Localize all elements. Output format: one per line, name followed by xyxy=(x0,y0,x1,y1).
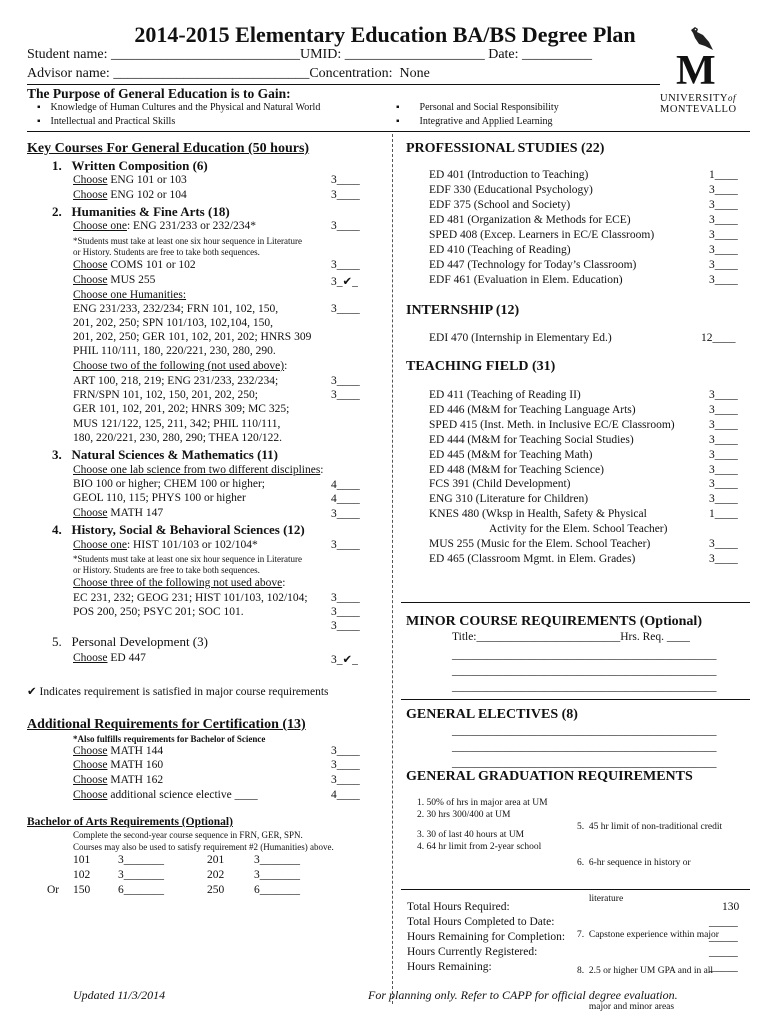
credit-field: 3____ xyxy=(709,274,738,286)
course-list-line: ENG 231/233, 232/234; FRN 101, 102, 150, xyxy=(73,303,279,315)
course-line: SPED 415 (Inst. Meth. in Inclusive EC/E Classroom) xyxy=(429,418,675,431)
credit-field: 3____ xyxy=(709,244,738,256)
blank-line: ______________________________________________ xyxy=(452,649,717,661)
ba-credit: 3_______ xyxy=(254,854,300,866)
course-list-line: GEOL 110, 115; PHYS 100 or higher xyxy=(73,492,246,504)
credit-field: 3____ xyxy=(709,259,738,271)
course-list-line: 180, 220/221, 230, 280, 290; THEA 120/122. xyxy=(73,432,283,444)
credit-field: 3____ xyxy=(331,759,360,771)
course-line: ED 448 (M&M for Teaching Science) xyxy=(429,463,604,476)
req-item: 7. Capstone experience within major xyxy=(577,930,719,940)
course-line: Activity for the Elem. School Teacher) xyxy=(489,523,668,536)
section-5-title: 5. Personal Development (3) xyxy=(52,634,208,649)
ba-course: 250 xyxy=(207,884,225,896)
graduation-reqs-left xyxy=(417,797,577,853)
course-line: Choose three of the following not used above: xyxy=(73,577,286,589)
electives-heading: GENERAL ELECTIVES (8) xyxy=(406,707,578,722)
credit-field: 3____ xyxy=(709,433,738,446)
graduation-heading: GENERAL GRADUATION REQUIREMENTS xyxy=(406,769,693,784)
ba-credit: 6_______ xyxy=(118,884,164,896)
credit-field: 3____ xyxy=(331,174,360,186)
credit-field: 3____ xyxy=(709,229,738,241)
credit-field: 4____ xyxy=(331,479,360,491)
total-value: 130 xyxy=(722,901,740,913)
page-title: 2014-2015 Elementary Education BA/BS Degree Plan xyxy=(134,22,636,47)
blank-line: ______________________________________________ xyxy=(452,665,717,677)
course-line: Choose MATH 147 xyxy=(73,507,164,519)
credit-field: 3____ xyxy=(709,199,738,211)
section-rule xyxy=(401,602,750,603)
total-value: _____ xyxy=(709,946,738,958)
purpose-item: ▪ Intellectual and Practical Skills xyxy=(37,116,176,127)
course-line: ED 446 (M&M for Teaching Language Arts) xyxy=(429,403,636,416)
credit-field: 3____ xyxy=(709,538,738,550)
minor-title-line: Title:_________________________Hrs. Req. ____ xyxy=(452,631,690,643)
course-line: MUS 255 (Music for the Elem. School Teacher) xyxy=(429,538,651,550)
course-list-line: MUS 121/122, 125, 211, 342; PHIL 110/111, xyxy=(73,418,281,430)
purpose-heading: The Purpose of General Education is to Gain: xyxy=(27,86,291,101)
req-item: 2. 30 hrs 300/400 at UM xyxy=(417,810,511,820)
ba-course: 102 xyxy=(73,869,91,881)
course-list-line: FRN/SPN 101, 102, 150, 201, 202, 250; xyxy=(73,389,258,401)
note-line: or History. Students are free to take both sequences. xyxy=(73,565,260,575)
course-line: ENG 310 (Literature for Children) xyxy=(429,493,589,506)
course-line: EDF 330 (Educational Psychology) xyxy=(429,184,593,196)
course-line: ED 447 (Technology for Today’s Classroom) xyxy=(429,259,637,271)
course-line: EDI 470 (Internship in Elementary Ed.) xyxy=(429,332,612,344)
course-line: ED 481 (Organization & Methods for ECE) xyxy=(429,214,631,226)
purpose-item: ▪ Knowledge of Human Cultures and the Physical and Natural World xyxy=(37,102,321,113)
credit-field: 3____ xyxy=(709,389,738,401)
course-list-line: PHIL 110/111, 180, 220/221, 230, 280, 290. xyxy=(73,345,276,357)
req-item: major and minor areas xyxy=(577,1002,675,1012)
university-name: UNIVERSITYof MONTEVALLO xyxy=(660,93,737,115)
note-line: Courses may also be used to satisfy requirement #2 (Humanities) above. xyxy=(73,842,334,852)
section-2-title: 2. Humanities & Fine Arts (18) xyxy=(52,204,230,219)
course-line: FCS 391 (Child Development) xyxy=(429,478,571,491)
student-info-line: Student name: ___________________________UMID: ____________________ Date: __________ xyxy=(27,47,593,62)
course-list-line: POS 200, 250; PSYC 201; SOC 101. xyxy=(73,606,244,618)
credit-field: 3____ xyxy=(331,774,360,786)
credit-field: 3____ xyxy=(709,448,738,461)
credit-field: 3____ xyxy=(331,508,360,520)
total-label: Hours Remaining: xyxy=(407,961,492,973)
course-line: Choose MATH 144 xyxy=(73,745,164,757)
course-line: Choose one Humanities: xyxy=(73,289,187,301)
credit-field: 3____ xyxy=(709,418,738,431)
total-label: Hours Currently Registered: xyxy=(407,946,538,958)
course-list-line: EC 231, 232; GEOG 231; HIST 101/103, 102/104; xyxy=(73,592,308,604)
req-item: 8. 2.5 or higher UM GPA and in all xyxy=(577,966,714,976)
section-1-title: 1. Written Composition (6) xyxy=(52,158,208,173)
ba-course: 150 xyxy=(73,884,91,896)
note-line: Complete the second-year course sequence in FRN, GER, SPN. xyxy=(73,830,303,840)
course-line: EDF 375 (School and Society) xyxy=(429,199,571,211)
advisor-info-line: Advisor name: ____________________________Concentration: None xyxy=(27,66,430,81)
note-line: *Students must take at least one six hour sequence in Literature xyxy=(73,554,302,564)
course-line: ED 465 (Classroom Mgmt. in Elem. Grades) xyxy=(429,552,636,565)
section-rule xyxy=(401,699,750,700)
course-line: SPED 408 (Excep. Learners in EC/E Classroom) xyxy=(429,229,655,241)
purpose-rule xyxy=(27,131,750,132)
ba-course: 202 xyxy=(207,869,225,881)
req-item: literature xyxy=(577,894,624,904)
req-item: 6. 6-hr sequence in history or xyxy=(577,858,691,868)
credit-field: 3____ xyxy=(331,592,360,604)
credit-field: 3____ xyxy=(331,620,360,632)
purpose-item: ▪ Integrative and Applied Learning xyxy=(396,116,553,127)
ba-row-prefix: Or xyxy=(47,884,60,896)
total-value: _____ xyxy=(709,931,738,943)
course-line: Choose MATH 162 xyxy=(73,774,164,786)
credit-field: 3____ xyxy=(331,606,360,618)
course-list-line: ART 100, 218, 219; ENG 231/233, 232/234; xyxy=(73,375,279,387)
gen-ed-heading: Key Courses For General Education (50 hours) xyxy=(27,141,310,156)
credit-field: 3____ xyxy=(331,303,360,315)
course-line: ED 445 (M&M for Teaching Math) xyxy=(429,448,593,461)
credit-field: 3____ xyxy=(709,463,738,476)
credit-field: 3____ xyxy=(709,478,738,491)
ba-credit: 3_______ xyxy=(254,869,300,881)
internship-heading: INTERNSHIP (12) xyxy=(406,303,520,318)
credit-field-checked: 3_✔_ xyxy=(331,276,358,288)
section-rule xyxy=(401,889,750,890)
credit-field: 4____ xyxy=(331,789,360,801)
ba-course: 101 xyxy=(73,854,91,866)
credit-field: 3____ xyxy=(331,539,360,551)
credit-field: 12____ xyxy=(701,332,736,344)
credit-field: 3____ xyxy=(709,493,738,506)
course-line: ED 401 (Introduction to Teaching) xyxy=(429,169,589,181)
course-line: ED 410 (Teaching of Reading) xyxy=(429,244,571,256)
additional-heading: Additional Requirements for Certification (13) xyxy=(27,717,306,732)
additional-sub: *Also fulfills requirements for Bachelor of Science xyxy=(73,734,266,744)
note-line: *Students must take at least one six hour sequence in Literature xyxy=(73,236,302,246)
course-line: Choose one: ENG 231/233 or 232/234* xyxy=(73,220,257,232)
req-item: 1. 50% of hrs in major area at UM xyxy=(417,798,548,808)
course-list-line: GER 101, 102, 201, 202; HNRS 309; MC 325; xyxy=(73,403,290,415)
minor-heading: MINOR COURSE REQUIREMENTS (Optional) xyxy=(406,614,702,629)
header-rule xyxy=(27,84,660,85)
course-line: Choose ENG 102 or 104 xyxy=(73,189,187,201)
credit-field: 3____ xyxy=(709,214,738,226)
course-list-line: 201, 202, 250; SPN 101/103, 102,104, 150, xyxy=(73,317,273,329)
course-line: Choose COMS 101 or 102 xyxy=(73,259,196,271)
credit-field: 3____ xyxy=(331,259,360,271)
updated-date: Updated 11/3/2014 xyxy=(73,988,166,1002)
req-item: 5. 45 hr limit of non-traditional credit xyxy=(577,822,723,832)
credit-field: 3____ xyxy=(709,552,738,565)
check-legend: ✔ Indicates requirement is satisfied in major course requirements xyxy=(27,686,329,698)
logo-letter: M xyxy=(676,48,714,94)
ba-credit: 3_______ xyxy=(118,869,164,881)
credit-field: 1____ xyxy=(709,169,738,181)
course-line: ED 444 (M&M for Teaching Social Studies) xyxy=(429,433,634,446)
blank-line: ______________________________________________ xyxy=(452,725,717,737)
ba-credit: 3_______ xyxy=(118,854,164,866)
course-line: Choose ED 447 xyxy=(73,652,146,664)
blank-line: ______________________________________________ xyxy=(452,757,717,769)
teaching-heading: TEACHING FIELD (31) xyxy=(406,359,556,374)
course-line: KNES 480 (Wksp in Health, Safety & Physical xyxy=(429,508,647,521)
total-value: _____ xyxy=(709,916,738,928)
purpose-item: ▪ Personal and Social Responsibility xyxy=(396,102,559,113)
course-line: Choose two of the following (not used above): xyxy=(73,360,288,372)
footer-note: For planning only. Refer to CAPP for official degree evaluation. xyxy=(368,988,678,1002)
credit-field: 3____ xyxy=(331,745,360,757)
course-line: Choose ENG 101 or 103 xyxy=(73,174,187,186)
credit-field: 3____ xyxy=(709,403,738,416)
section-4-title: 4. History, Social & Behavioral Sciences (12) xyxy=(52,522,305,537)
total-label: Hours Remaining for Completion: xyxy=(407,931,566,943)
course-line: Choose one lab science from two different disciplines: xyxy=(73,464,324,476)
credit-field: 4____ xyxy=(331,493,360,505)
credit-field-checked: 3_✔_ xyxy=(331,654,358,666)
ba-course: 201 xyxy=(207,854,225,866)
req-item: 3. 30 of last 40 hours at UM xyxy=(417,830,525,840)
total-label: Total Hours Completed to Date: xyxy=(407,916,555,928)
section-3-title: 3. Natural Sciences & Mathematics (11) xyxy=(52,447,279,462)
credit-field: 3____ xyxy=(709,184,738,196)
credit-field: 3____ xyxy=(331,389,360,401)
course-list-line: BIO 100 or higher; CHEM 100 or higher; xyxy=(73,478,265,490)
ba-credit: 6_______ xyxy=(254,884,300,896)
total-value: _____ xyxy=(709,961,738,973)
credit-field: 3____ xyxy=(331,189,360,201)
column-divider xyxy=(392,134,393,1004)
req-item: 4. 64 hr limit from 2-year school xyxy=(417,842,542,852)
note-line: or History. Students are free to take both sequences. xyxy=(73,247,260,257)
course-line: Choose MATH 160 xyxy=(73,759,164,771)
course-line: EDF 461 (Evaluation in Elem. Education) xyxy=(429,274,623,286)
course-list-line: 201, 202, 250; GER 101, 102, 201, 202; HNRS 309 xyxy=(73,331,312,343)
course-line: Choose additional science elective ____ xyxy=(73,789,258,801)
course-line: ED 411 (Teaching of Reading II) xyxy=(429,389,581,401)
professional-heading: PROFESSIONAL STUDIES (22) xyxy=(406,141,605,156)
blank-line: ______________________________________________ xyxy=(452,741,717,753)
credit-field: 1____ xyxy=(709,508,738,521)
total-label: Total Hours Required: xyxy=(407,901,510,913)
credit-field: 3____ xyxy=(331,375,360,387)
course-line: Choose MUS 255 xyxy=(73,274,156,286)
credit-field: 3____ xyxy=(331,220,360,232)
ba-heading: Bachelor of Arts Requirements (Optional) xyxy=(27,816,233,828)
course-line: Choose one: HIST 101/103 or 102/104* xyxy=(73,539,258,551)
blank-line: ______________________________________________ xyxy=(452,681,717,693)
